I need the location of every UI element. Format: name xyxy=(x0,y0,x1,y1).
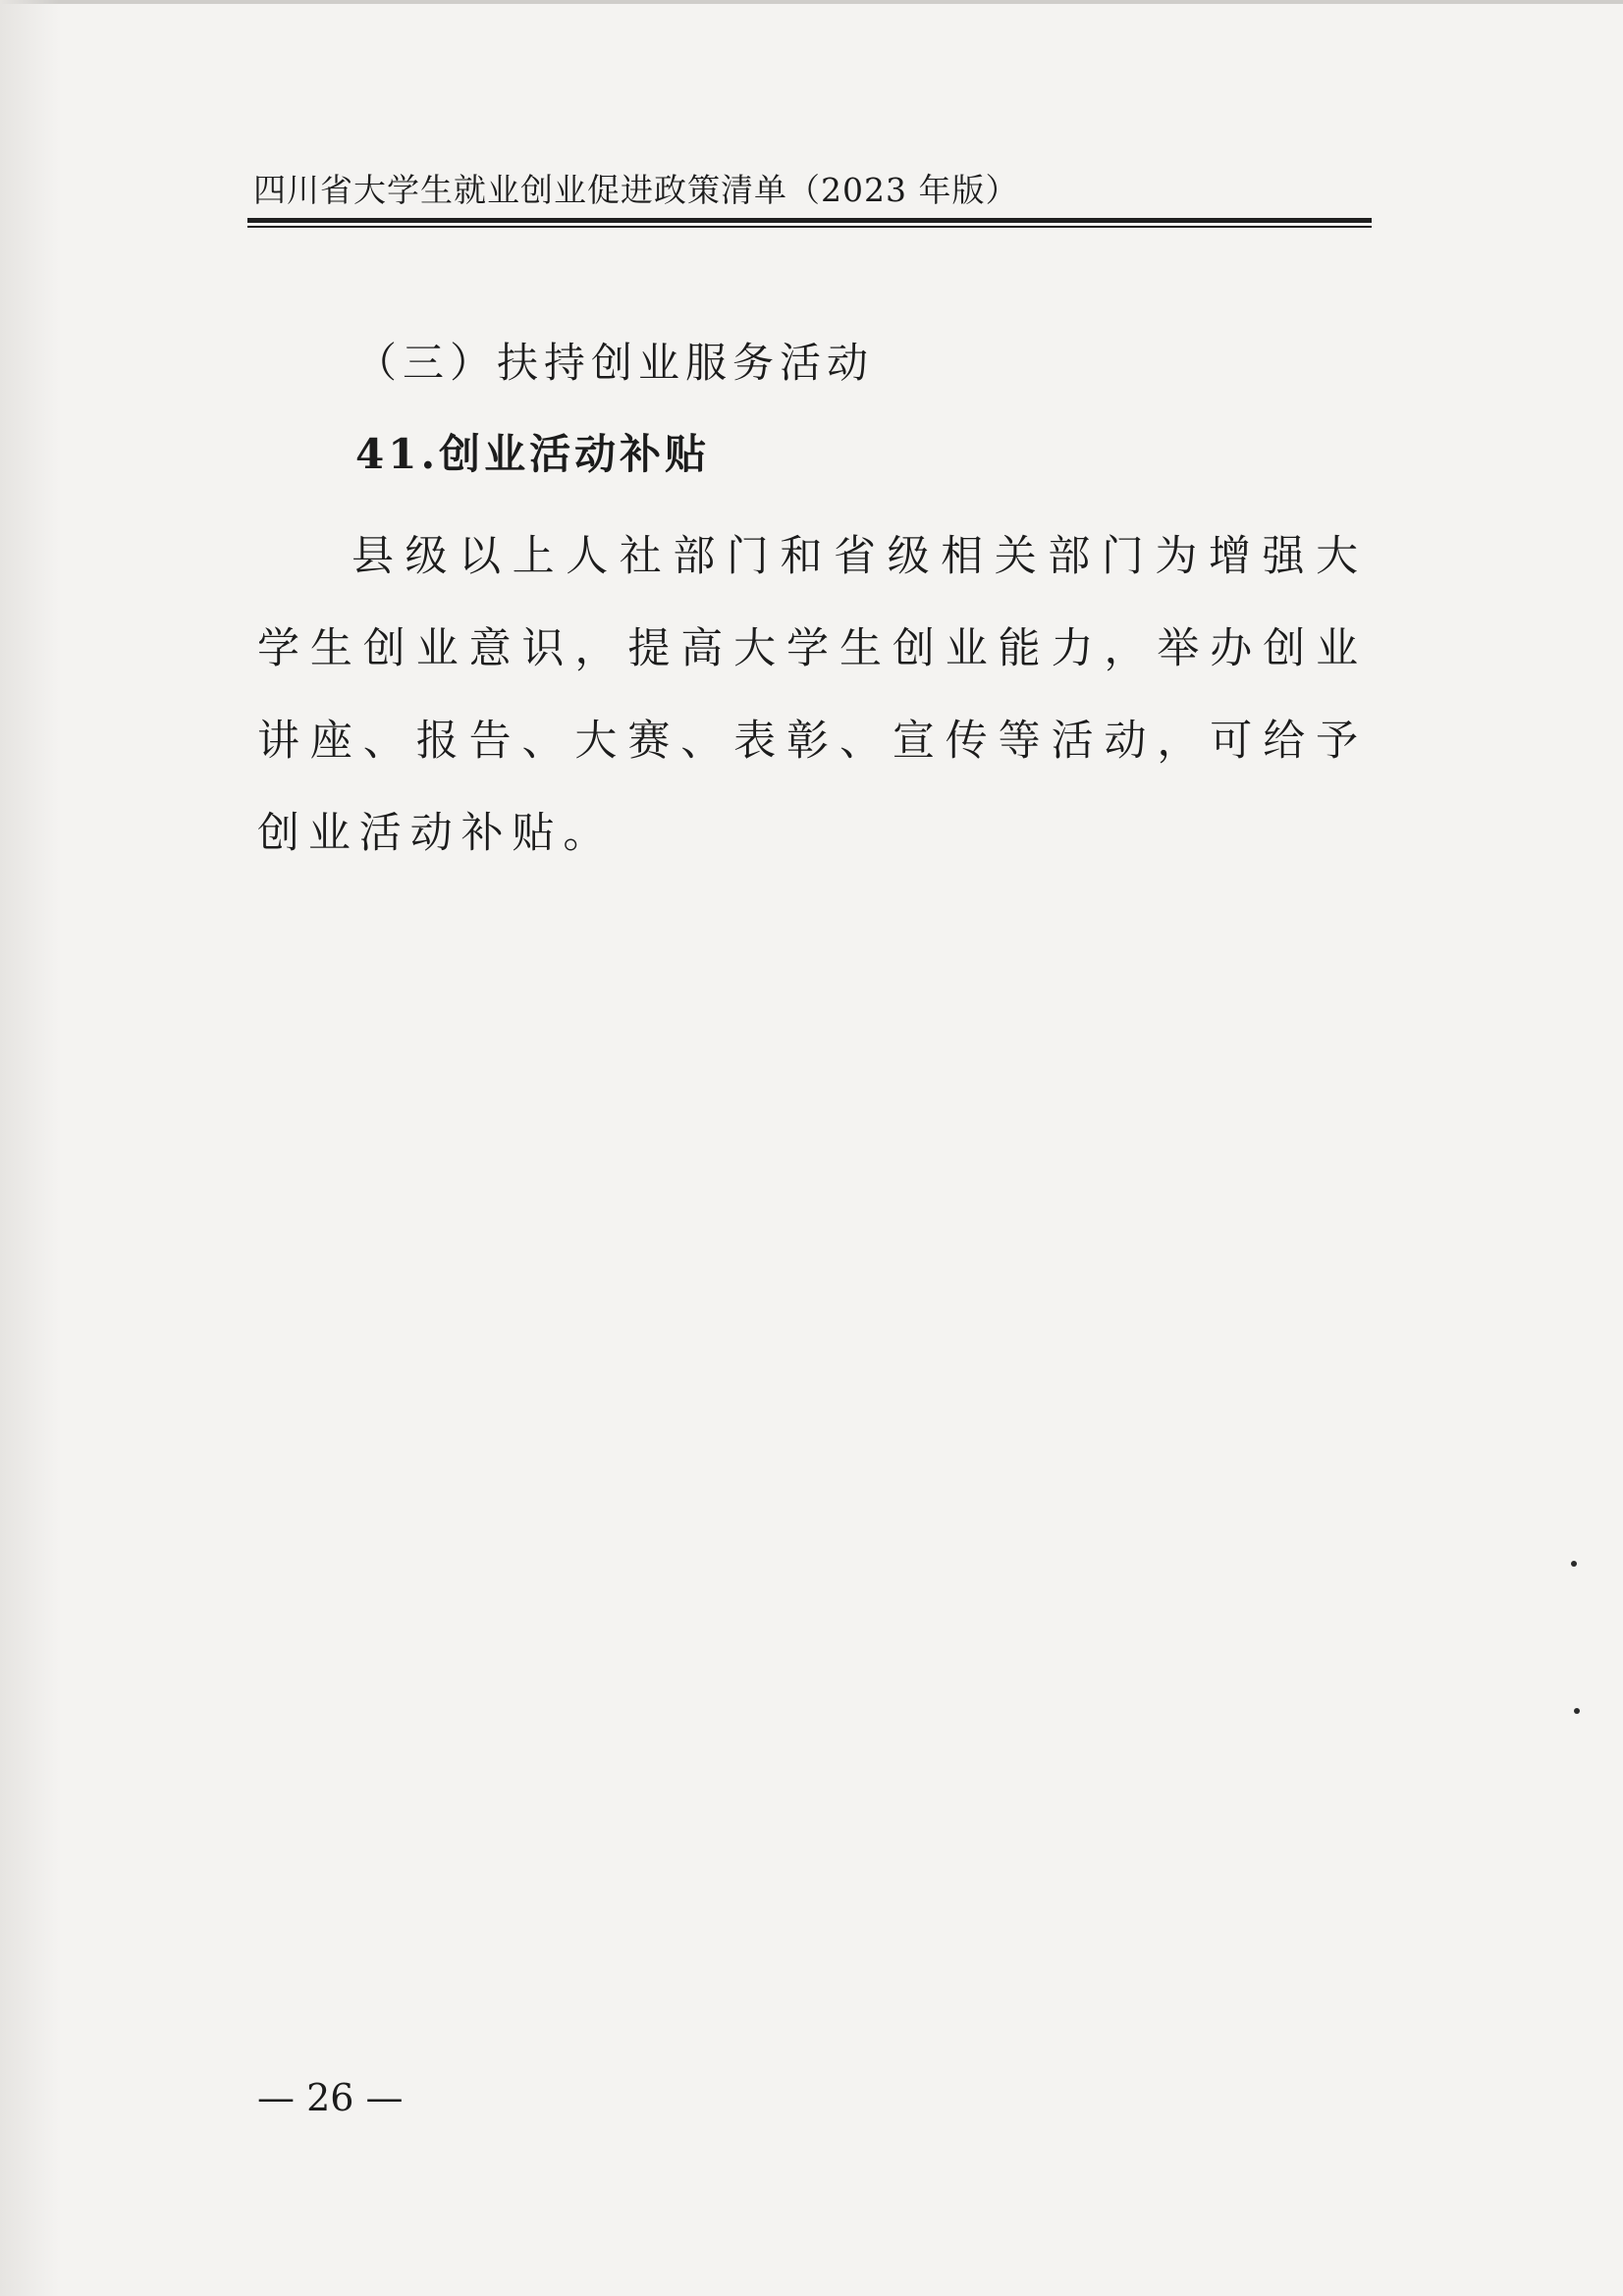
body-paragraph: 县级以上人社部门和省级相关部门为增强大学生创业意识，提高大学生创业能力，举办创业讲座、报告、大赛、表彰、宣传等活动，可给予创业活动补贴。 xyxy=(257,532,1367,858)
header-rule-thick xyxy=(247,218,1372,223)
page-number: — 26 — xyxy=(257,2076,404,2119)
running-header-title: 四川省大学生就业创业促进政策清单（2023 年版） xyxy=(253,171,1019,209)
scan-speck xyxy=(1574,1708,1580,1714)
page-top-edge xyxy=(0,0,1623,4)
scan-speck xyxy=(1571,1561,1577,1567)
item-heading: 41.创业活动补贴 xyxy=(355,430,711,478)
section-heading: （三）扶持创业服务活动 xyxy=(355,339,875,387)
page-left-shadow xyxy=(0,0,59,2296)
header-rule-thin xyxy=(247,226,1372,228)
